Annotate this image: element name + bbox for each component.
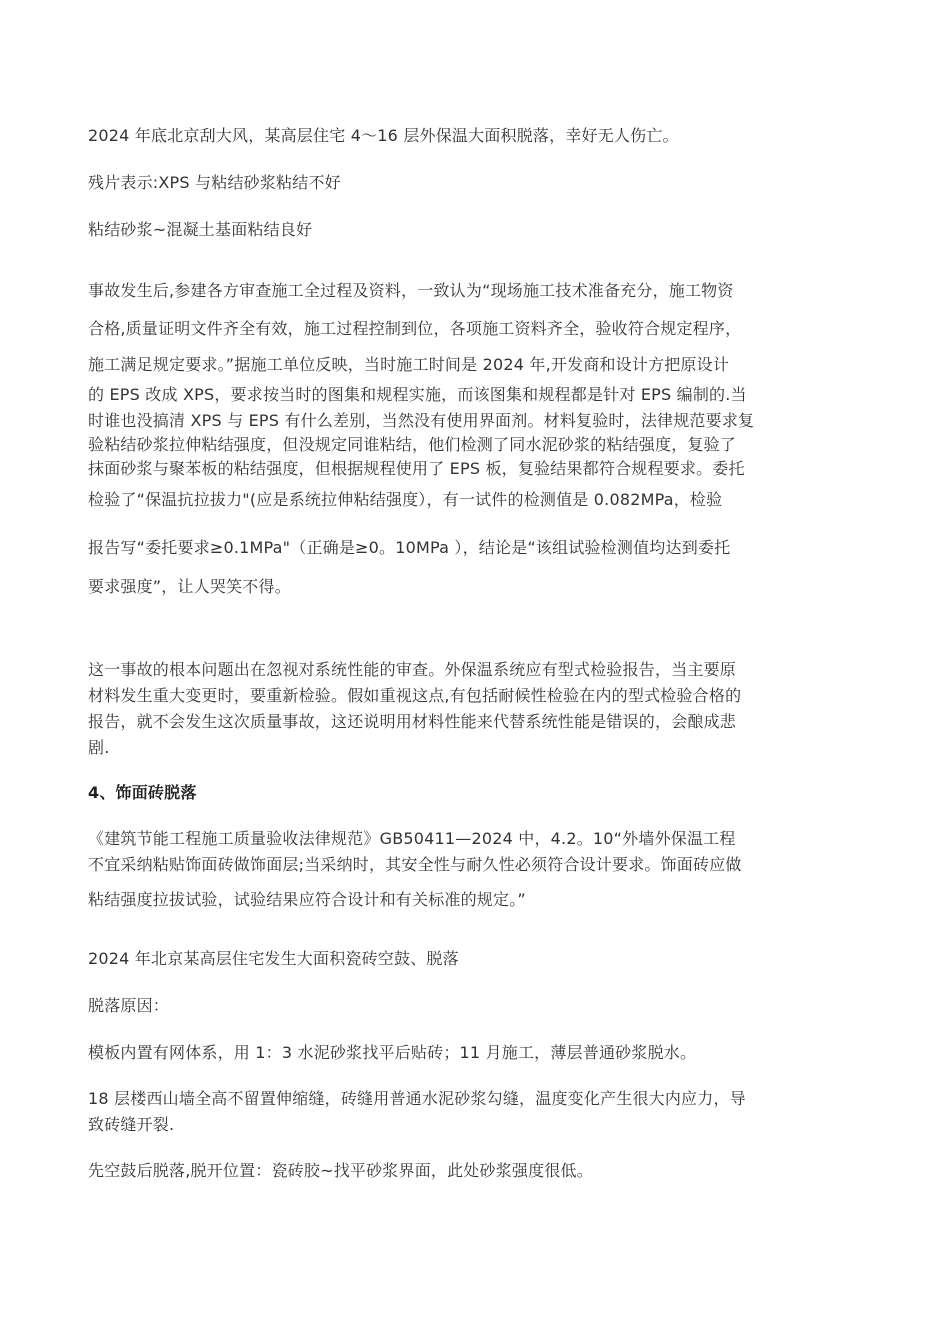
paragraph-investigation [88,276,864,602]
paragraph-detach-position: 先空鼓后脱落,脱开位置：瓷砖胶~找平砂浆界面，此处砂浆强度很低。 [88,1161,593,1180]
paragraph-cause-2 [88,1086,864,1138]
text-line: 《建筑节能工程施工质量验收法律规范》GB50411—2024 中，4.2。10“外墙外保温工程 [88,829,736,848]
text-line: 检验了“保温抗拉拔力"(应是系统拉伸粘结强度），有一试件的检测值是 0.082MPa，检验 [88,490,723,509]
text-line: 的 EPS 改成 XPS，要求按当时的图集和规程实施，而该图集和规程都是针对 EPS 编制的.当 [88,385,747,404]
text-line: 材料发生重大变更时，要重新检验。假如重视这点,有包括耐候性检验在内的型式检验合格的 [88,686,742,705]
text-line: 报告，就不会发生这次质量事故，这还说明用材料性能来代替系统性能是错误的，会酿成悲 [88,712,737,731]
section-heading: 4、饰面砖脱落 [88,783,197,802]
paragraph-cause-label: 脱落原因： [88,996,170,1015]
paragraph-cause-1: 模板内置有网体系，用 1：3 水泥砂浆找平后贴砖；11 月施工，薄层普通砂浆脱水。 [88,1043,697,1062]
text-line: 施工满足规定要求。”据施工单位反映，当时施工时间是 2024 年,开发商和设计方把原设计 [88,355,730,374]
text-line: 剧. [88,738,110,757]
paragraph-standard-quote [88,826,864,912]
paragraph-tile-incident: 2024 年北京某高层住宅发生大面积瓷砖空鼓、脱落 [88,949,459,968]
text-line: 要求强度”，让人哭笑不得。 [88,577,291,596]
text-line: 不宜采纳粘贴饰面砖做饰面层;当采纳时，其安全性与耐久性必须符合设计要求。饰面砖应做 [88,855,742,874]
text-line: 合格,质量证明文件齐全有效，施工过程控制到位，各项施工资料齐全，验收符合规定程序， [88,319,742,338]
text-line: 18 层楼西山墙全高不留置伸缩缝，砖缝用普通水泥砂浆勾缝，温度变化产生很大内应力，导 [88,1089,746,1108]
paragraph-root-cause [88,657,864,761]
text-line: 事故发生后,参建各方审查施工全过程及资料，一致认为“现场施工技术准备充分，施工物资 [88,281,734,300]
paragraph-fragment-xps: 残片表示:XPS 与粘结砂浆粘结不好 [88,173,341,192]
text-line: 抹面砂浆与聚苯板的粘结强度，但根据规程使用了 EPS 板，复验结果都符合规程要求。委托 [88,459,745,478]
text-line: 这一事故的根本问题出在忽视对系统性能的审查。外保温系统应有型式检验报告，当主要原 [88,660,737,679]
text-line: 报告写“委托要求≥0.1MPa"（正确是≥0。10MPa ），结论是“该组试验检测值均达到委托 [88,538,731,557]
text-line: 致砖缝开裂. [88,1115,175,1134]
paragraph-fragment-concrete: 粘结砂浆~混凝土基面粘结良好 [88,220,313,239]
text-line: 验粘结砂浆拉伸粘结强度，但没规定同谁粘结，他们检测了同水泥砂浆的粘结强度，复验了 [88,435,737,454]
paragraph-incident-intro: 2024 年底北京刮大风，某高层住宅 4～16 层外保温大面积脱落，幸好无人伤亡。 [88,126,679,145]
text-line: 粘结强度拉拔试验，试验结果应符合设计和有关标准的规定。” [88,890,526,909]
text-line: 时谁也没搞清 XPS 与 EPS 有什么差别，当然没有使用界面剂。材料复验时，法律规范要求复 [88,411,755,430]
